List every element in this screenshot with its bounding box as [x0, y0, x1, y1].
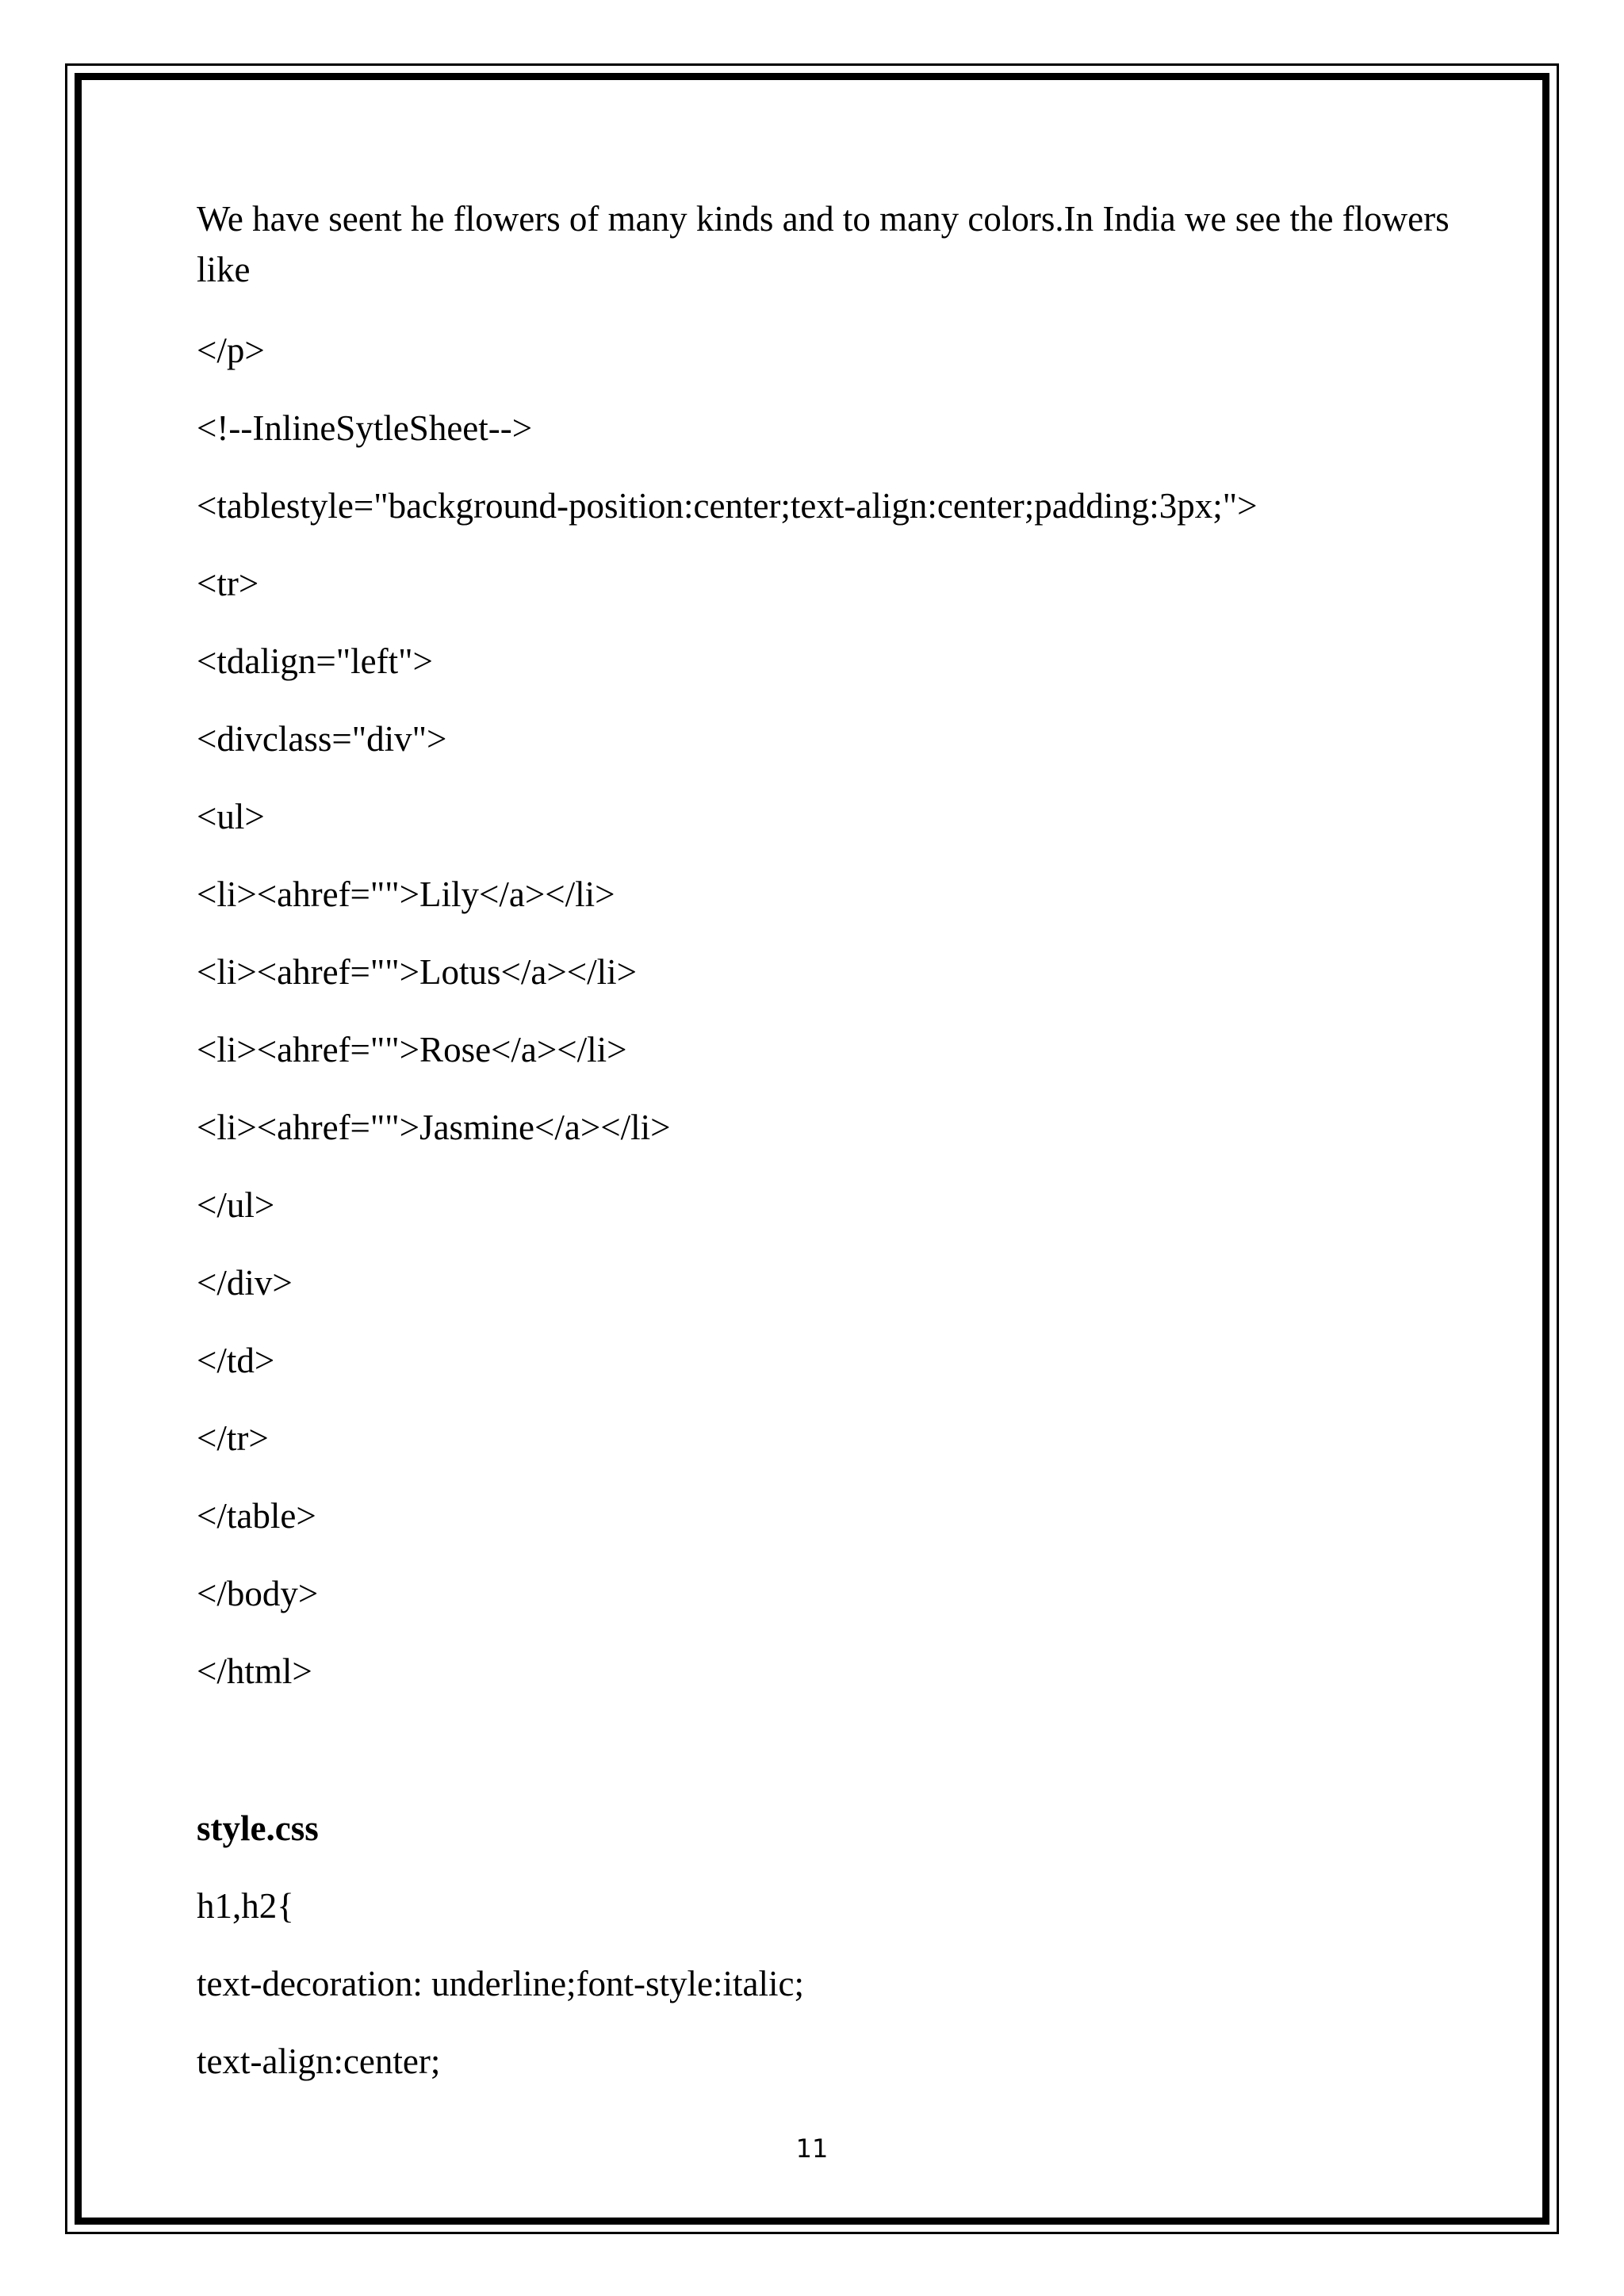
intro-paragraph: We have seent he flowers of many kinds and to many colors.In India we see the flowers like	[197, 199, 1450, 289]
code-line: <li><ahref="">Rose</a></li>	[197, 1030, 627, 1070]
code-line: </ul>	[197, 1185, 275, 1225]
code-line: </td>	[197, 1341, 275, 1380]
code-line: </tr>	[197, 1418, 269, 1458]
code-line: <tr>	[197, 564, 259, 603]
code-line: </div>	[197, 1263, 293, 1303]
code-line: </table>	[197, 1496, 316, 1536]
code-line: <li><ahref="">Jasmine</a></li>	[197, 1108, 671, 1147]
css-line: text-align:center;	[197, 2042, 441, 2081]
code-line: <tablestyle="background-position:center;text-align:center;padding:3px;">	[197, 486, 1258, 526]
code-line: <divclass="div">	[197, 719, 447, 759]
css-line: text-decoration: underline;font-style:italic;	[197, 1964, 804, 2003]
css-line: h1,h2{	[197, 1886, 294, 1926]
code-line: <tdalign="left">	[197, 641, 433, 681]
code-line: <li><ahref="">Lily</a></li>	[197, 874, 615, 914]
code-line: <ul>	[197, 797, 265, 836]
code-line: </body>	[197, 1574, 319, 1613]
code-line: <!--InlineSytleSheet-->	[197, 408, 533, 448]
code-line: </html>	[197, 1651, 312, 1691]
page-number: 11	[795, 2133, 829, 2164]
code-line: </p>	[197, 331, 265, 370]
code-line: <li><ahref="">Lotus</a></li>	[197, 952, 638, 992]
css-file-heading: style.css	[197, 1808, 319, 1848]
